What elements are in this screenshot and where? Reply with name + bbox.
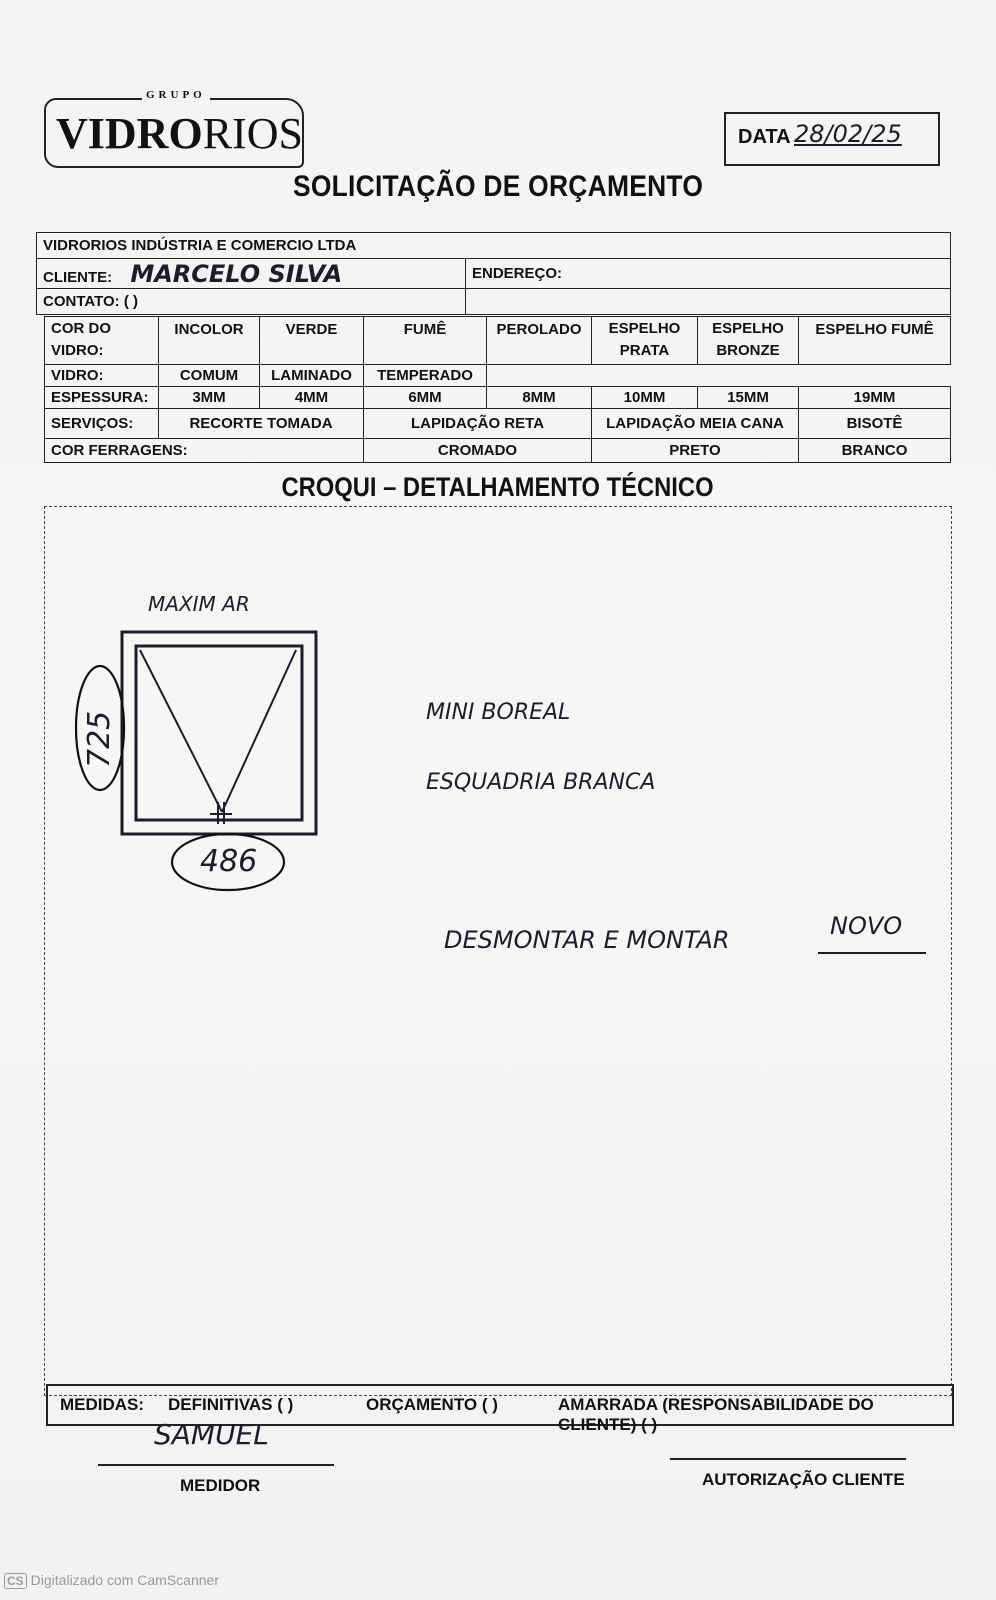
glass-color-option: FUMÊ [364,317,487,365]
glass-type-label: VIDRO: [45,365,159,387]
client-name: MARCELO SILVA [130,259,343,288]
service-option: LAPIDAÇÃO RETA [364,409,592,439]
glass-color-option: ESPELHO FUMÊ [799,317,951,365]
hardware-color-label: COR FERRAGENS: [45,439,364,463]
tied-option: AMARRADA (RESPONSABILIDADE DO CLIENTE) ( ) [558,1395,874,1434]
thickness-option: 4MM [260,387,364,409]
company-name: VIDRORIOS INDÚSTRIA E COMERCIO LTDA [37,233,951,259]
services-label: SERVIÇOS: [45,409,159,439]
contact-label: CONTATO: ( ) [43,293,138,310]
address-cell [466,259,951,289]
scanner-badge: CS [4,1573,27,1589]
client-cell [37,259,466,289]
window-inner-frame [136,646,302,820]
page-title: SOLICITAÇÃO DE ORÇAMENTO [292,170,704,203]
logo-grupo-text: GRUPO [142,89,210,101]
thickness-option: 15MM [698,387,799,409]
glass-type-option: TEMPERADO [364,365,487,387]
definitive-option: DEFINITIVAS ( ) [168,1395,294,1414]
glass-color-option: VERDE [260,317,364,365]
note-frame: ESQUADRIA BRANCA [426,770,656,795]
sketch-label: MAXIM AR [148,592,250,616]
measurer-signature-line [98,1464,334,1466]
thickness-option: 10MM [592,387,698,409]
glass-color-label: COR DO VIDRO: [45,317,159,365]
glass-type-option: LAMINADO [260,365,364,387]
client-signature-line [670,1458,906,1460]
thickness-option: 3MM [159,387,260,409]
opening-line-left [140,650,222,812]
address-label: ENDEREÇO: [472,265,563,282]
scanner-watermark [4,1572,219,1589]
hardware-color-option: CROMADO [364,439,592,463]
document-page: GRUPO VIDRORIOS DATA 28/02/25 SOLICITAÇÃO DE ORÇAMENTO VIDRORIOS INDÚSTRIA E COMERCIO LTDA CLIENTE: MARCELO SILVA ENDEREÇO: CONTATO: ( ) COR DO VIDRO: INCOLOR VERDE FUMÊ PEROLADO ESPELHO PRATA ESPELHO BRONZE ESPELHO FUMÊ VIDRO: COMUM LAMINADO TEMPERADO ESPESSURA: 3MM 4MM 6MM 8MM 10MM 15MM 19MM SERVIÇOS: RECORTE TOMADA LAPIDAÇÃO RETA LAPIDAÇÃO MEIA CANA BISOTÊ COR FERRAGENS: CROMADO PRETO BRANCO CROQUI – DETALHAMENTO TÉCNICO MAXIM AR 725 486 MINI BOREAL ESQUADRIA BRANCA DESMONTAR E MONTAR NOVO MEDIDAS: DEFINITIVAS ( ) ORÇAMENTO ( ) AMARRADA (RESPONSABILIDADE DO CLIENTE) ( ) SAMUEL MEDIDOR AUTORIZAÇÃO CLIENTE CS Digitalizado com CamScanner [0,0,996,1600]
service-option: RECORTE TOMADA [159,409,364,439]
logo-brand [56,108,303,159]
glass-color-option: ESPELHO BRONZE [698,317,799,365]
date-box [724,112,940,166]
note-model: MINI BOREAL [426,700,571,725]
contact-empty-cell [466,289,951,315]
width-measure: 486 [200,844,258,879]
logo-brand-light: RIOS [202,109,303,158]
measurer-signature: SAMUEL [154,1418,269,1451]
hardware-color-option: BRANCO [799,439,951,463]
logo-brand-bold: VIDRO [56,109,203,158]
measures-label: MEDIDAS: [60,1395,145,1414]
thickness-option: 6MM [364,387,487,409]
glass-color-option: INCOLOR [159,317,260,365]
client-info-table [36,232,951,315]
quote-option: ORÇAMENTO ( ) [366,1395,498,1414]
measurer-label: MEDIDOR [180,1476,261,1495]
glass-color-option: ESPELHO PRATA [592,317,698,365]
glass-type-option: COMUM [159,365,260,387]
client-authorization-label: AUTORIZAÇÃO CLIENTE [702,1470,905,1489]
glass-color-option: PEROLADO [487,317,592,365]
service-option: BISOTÊ [799,409,951,439]
thickness-option: 19MM [799,387,951,409]
date-label: DATA [738,126,791,148]
contact-cell [37,289,466,315]
note-underline [818,952,926,954]
note-instruction: DESMONTAR E MONTAR [444,926,730,954]
opening-line-right [222,650,296,812]
service-option: LAPIDAÇÃO MEIA CANA [592,409,799,439]
client-label: CLIENTE: [43,268,113,286]
hardware-color-option: PRETO [592,439,799,463]
section-title: CROQUI – DETALHAMENTO TÉCNICO [281,472,715,502]
scanner-text: Digitalizado com CamScanner [30,1572,219,1588]
thickness-label: ESPESSURA: [45,387,159,409]
thickness-option: 8MM [487,387,592,409]
date-value: 28/02/25 [794,120,902,148]
note-new: NOVO [830,912,903,940]
company-logo [44,89,304,168]
glass-type-empty [487,365,951,387]
options-table [44,316,951,463]
